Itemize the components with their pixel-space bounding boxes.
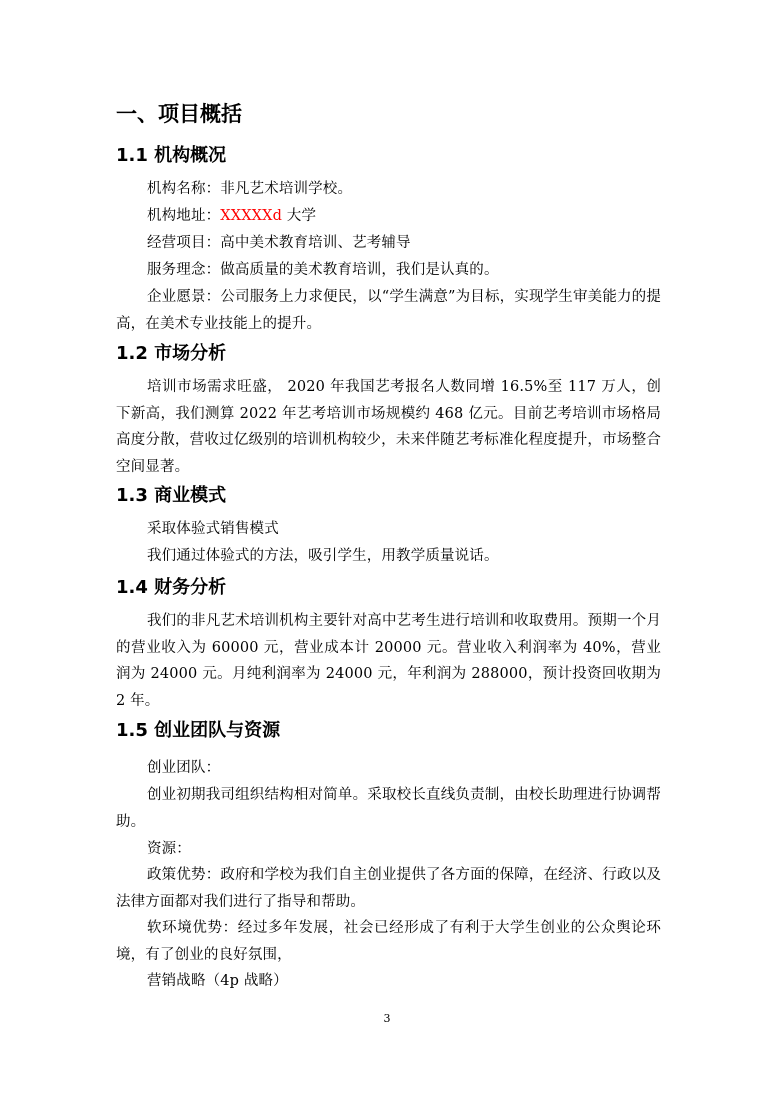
institution-name: 机构名称：非凡艺术培训学校。 <box>147 181 353 197</box>
business-scope: 经营项目：高中美术教育培训、艺考辅导 <box>147 235 411 251</box>
section-heading-1-4: 1.4 财务分析 <box>116 577 227 598</box>
soft-environment-advantage: 软环境优势：经过多年发展，社会已经形成了有利于大学生创业的公众舆论环境，有了创业的良好氛围， <box>116 920 661 963</box>
resources-label: 资源： <box>147 841 191 857</box>
business-model-line-2: 我们通过体验式的方法，吸引学生，用教学质量说话。 <box>147 548 499 564</box>
section-heading-1-3: 1.3 商业模式 <box>116 485 227 506</box>
marketing-strategy: 营销战略（4p 战略） <box>147 973 288 989</box>
market-analysis-paragraph: 培训市场需求旺盛， 2020 年我国艺考报名人数同增 16.5%至 117 万人，创下新高，我们测算 2022 年艺考培训市场规模约 468 亿元。目前艺考培训市场格局高度分散，营收过亿级别的培训机构较少，未来伴随艺考标准化程度提升，市场整合空间显著。 <box>116 379 661 475</box>
section-heading-1-1: 1.1 机构概况 <box>116 145 227 166</box>
company-vision: 企业愿景：公司服务上力求便民，以“学生满意”为目标，实现学生审美能力的提高，在美术专业技能上的提升。 <box>116 289 661 332</box>
team-label: 创业团队： <box>147 760 221 776</box>
page-number: 3 <box>383 1012 391 1025</box>
section-heading-1-2: 1.2 市场分析 <box>116 343 227 364</box>
chapter-heading: 一、项目概括 <box>116 102 242 126</box>
section-heading-1-5: 1.5 创业团队与资源 <box>116 720 281 741</box>
address-rest: 大学 <box>282 208 317 224</box>
policy-advantage: 政策优势：政府和学校为我们自主创业提供了各方面的保障，在经济、行政以及法律方面都对我们进行了指导和帮助。 <box>116 867 661 910</box>
team-description: 创业初期我司组织结构相对简单。采取校长直线负责制，由校长助理进行协调帮助。 <box>116 787 661 830</box>
address-redacted: XXXXXd <box>220 208 283 224</box>
service-idea: 服务理念：做高质量的美术教育培训，我们是认真的。 <box>147 262 499 278</box>
business-model-line-1: 采取体验式销售模式 <box>147 521 279 537</box>
institution-address <box>116 203 661 230</box>
address-label: 机构地址： <box>147 208 221 224</box>
financial-analysis-paragraph: 我们的非凡艺术培训机构主要针对高中艺考生进行培训和收取费用。预期一个月的营业收入为 60000 元，营业成本计 20000 元。营业收入利润率为 40%，营业润为 24000 元。月纯利润率为 24000 元，年利润为 288000，预计投资回收期为 2 年。 <box>116 613 661 709</box>
